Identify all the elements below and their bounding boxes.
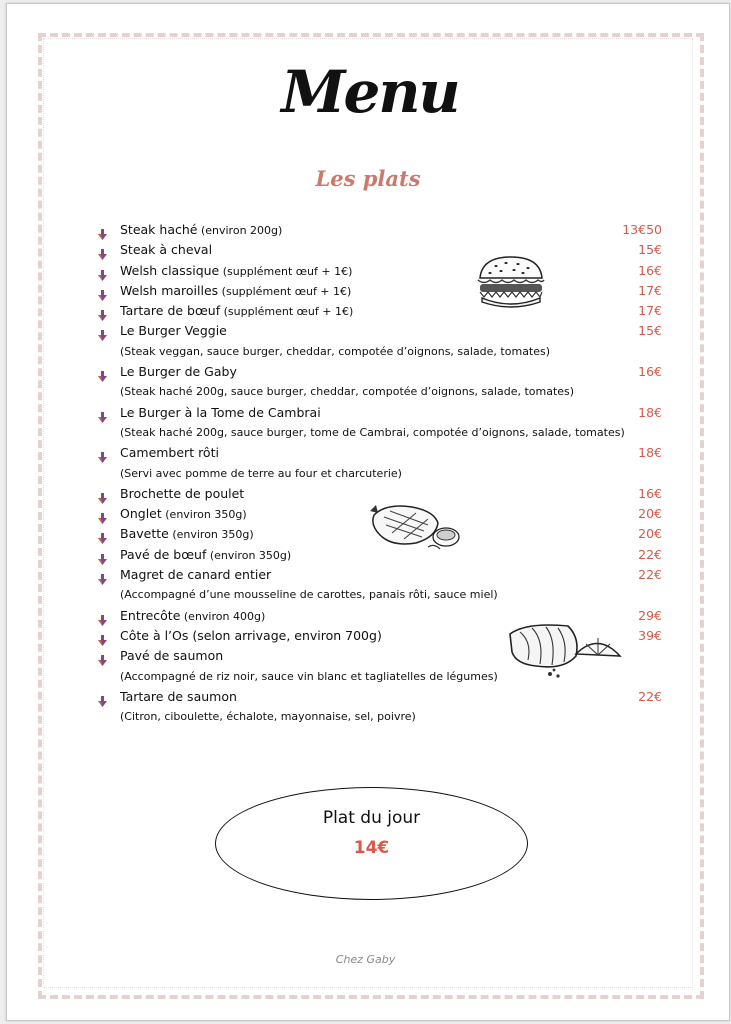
dish-name [120, 220, 282, 241]
dish-name-text: Pavé de bœuf [120, 546, 207, 562]
dish-item [96, 281, 662, 301]
dish-name-text: Welsh classique [120, 262, 220, 278]
section-title: Les plats [315, 166, 421, 191]
dish-note: (supplément œuf + 1€) [219, 264, 353, 278]
dish-name [120, 606, 265, 627]
arrow-down-bullet-icon [98, 266, 107, 277]
arrow-down-bullet-icon [98, 631, 107, 642]
dish-price: 15€ [638, 242, 662, 258]
dish-line [96, 281, 662, 301]
dish-name-text: Tartare de saumon [120, 688, 237, 704]
arrow-down-bullet-icon [98, 651, 107, 662]
dish-price: 17€ [638, 303, 662, 319]
dish-line [96, 301, 662, 321]
dish-line [96, 443, 662, 463]
arrow-down-bullet-icon [98, 550, 107, 561]
dish-price: 39€ [638, 627, 662, 643]
dish-note: (environ 350g) [168, 528, 254, 542]
dish-description: (Steak haché 200g, sauce burger, tome de Cambrai, compotée d’oignons, salade, tomates) [120, 425, 625, 439]
dish-price: 15€ [638, 323, 662, 339]
arrow-down-bullet-icon [98, 611, 107, 622]
dish-name [120, 687, 237, 707]
arrow-down-bullet-icon [98, 225, 107, 236]
dish-name-text: Le Burger Veggie [120, 323, 227, 339]
dish-item [96, 362, 662, 403]
dish-price: 13€50 [622, 222, 662, 237]
dish-name [120, 626, 382, 646]
dish-price: 22€ [638, 688, 662, 704]
dish-item [96, 220, 662, 240]
menu-title: Menu [281, 58, 459, 126]
arrow-down-bullet-icon [98, 408, 107, 419]
dish-note: (supplément œuf + 1€) [218, 284, 352, 298]
dish-price: 16€ [638, 262, 662, 278]
dish-note: (environ 350g) [206, 548, 292, 562]
dish-name-text: Camembert rôti [120, 445, 219, 461]
dish-item [96, 240, 662, 260]
dish-price: 16€ [638, 485, 662, 501]
dish-name-text: Welsh maroilles [120, 282, 219, 298]
dish-note: (environ 200g) [197, 224, 283, 237]
arrow-down-bullet-icon [98, 570, 107, 581]
dish-name [120, 261, 352, 282]
dish-name-text: Entrecôte [120, 607, 181, 623]
dish-item [96, 565, 662, 606]
dish-price: 18€ [638, 445, 662, 461]
dish-price: 22€ [638, 546, 662, 562]
steak-illustration [366, 497, 462, 555]
dish-name [120, 524, 254, 545]
plat-du-jour-label: Plat du jour [322, 808, 421, 828]
dish-item [96, 403, 662, 444]
dish-line [96, 403, 662, 423]
dish-item [96, 687, 662, 728]
dish-price: 20€ [638, 506, 662, 522]
dish-item [96, 301, 662, 321]
dish-line [96, 362, 662, 382]
dish-description: (Steak veggan, sauce burger, cheddar, compotée d’oignons, salade, tomates) [120, 344, 551, 358]
dish-name-text: Tartare de bœuf [120, 303, 221, 319]
dish-line [96, 565, 662, 585]
dish-name [120, 301, 353, 322]
dish-price: 20€ [638, 526, 662, 542]
dish-note: (supplément œuf + 1€) [220, 305, 354, 319]
dish-name [120, 281, 351, 302]
arrow-down-bullet-icon [98, 529, 107, 540]
burger-illustration [474, 254, 548, 310]
dish-line [96, 321, 662, 341]
dish-name [120, 321, 227, 341]
arrow-down-bullet-icon [98, 489, 107, 500]
dish-name [120, 545, 291, 566]
dish-note: (environ 350g) [161, 508, 247, 522]
dish-description: (Accompagné de riz noir, sauce vin blanc et tagliatelles de légumes) [120, 669, 498, 683]
arrow-down-bullet-icon [98, 692, 107, 703]
dish-description: (Accompagné d’une mousseline de carottes, panais rôti, sauce miel) [120, 588, 498, 602]
arrow-down-bullet-icon [98, 509, 107, 520]
dish-name-text: Le Burger à la Tome de Cambrai [120, 404, 321, 420]
dish-item [96, 261, 662, 281]
dish-description: (Steak haché 200g, sauce burger, cheddar, compotée d’oignons, salade, tomates) [120, 385, 575, 399]
dish-line [96, 220, 662, 240]
footer-restaurant-name: Chez Gaby [335, 953, 396, 966]
salmon-illustration [506, 618, 626, 680]
dish-price: 16€ [638, 364, 662, 380]
plat-du-jour-price: 14€ [353, 838, 390, 858]
dish-name [120, 240, 212, 260]
dish-name [120, 504, 247, 525]
arrow-down-bullet-icon [98, 326, 107, 337]
dish-name-text: Le Burger de Gaby [120, 364, 237, 380]
dish-name-text: Côte à l’Os (selon arrivage, environ 700g) [120, 627, 382, 643]
dish-line [96, 240, 662, 260]
dish-price: 18€ [638, 404, 662, 420]
dish-name-text: Steak à cheval [120, 242, 213, 258]
plat-du-jour-panel [215, 787, 528, 900]
dish-name-text: Onglet [120, 506, 162, 522]
arrow-down-bullet-icon [98, 367, 107, 378]
dish-price: 29€ [638, 607, 662, 623]
dish-name-text: Brochette de poulet [120, 485, 245, 501]
arrow-down-bullet-icon [98, 245, 107, 256]
arrow-down-bullet-icon [98, 448, 107, 459]
dish-name-text: Magret de canard entier [120, 567, 272, 583]
dish-description: (Servi avec pomme de terre au four et charcuterie) [120, 466, 402, 480]
dish-name-text: Pavé de saumon [120, 648, 224, 664]
dish-name-text: Steak haché [120, 222, 198, 237]
dish-name [120, 443, 219, 463]
arrow-down-bullet-icon [98, 306, 107, 317]
dish-line [96, 687, 662, 707]
dish-note: (environ 400g) [180, 609, 266, 623]
dish-name [120, 484, 244, 504]
dish-name-text: Bavette [120, 526, 169, 542]
dish-item [96, 321, 662, 362]
arrow-down-bullet-icon [98, 286, 107, 297]
dish-name [120, 403, 321, 423]
dish-description: (Citron, ciboulette, échalote, mayonnaise, sel, poivre) [120, 710, 416, 724]
dish-item [96, 443, 662, 484]
dish-name [120, 565, 271, 585]
dish-name [120, 646, 223, 666]
dish-price: 22€ [638, 567, 662, 583]
dish-name [120, 362, 237, 382]
dish-line [96, 261, 662, 281]
dish-price: 17€ [638, 282, 662, 298]
